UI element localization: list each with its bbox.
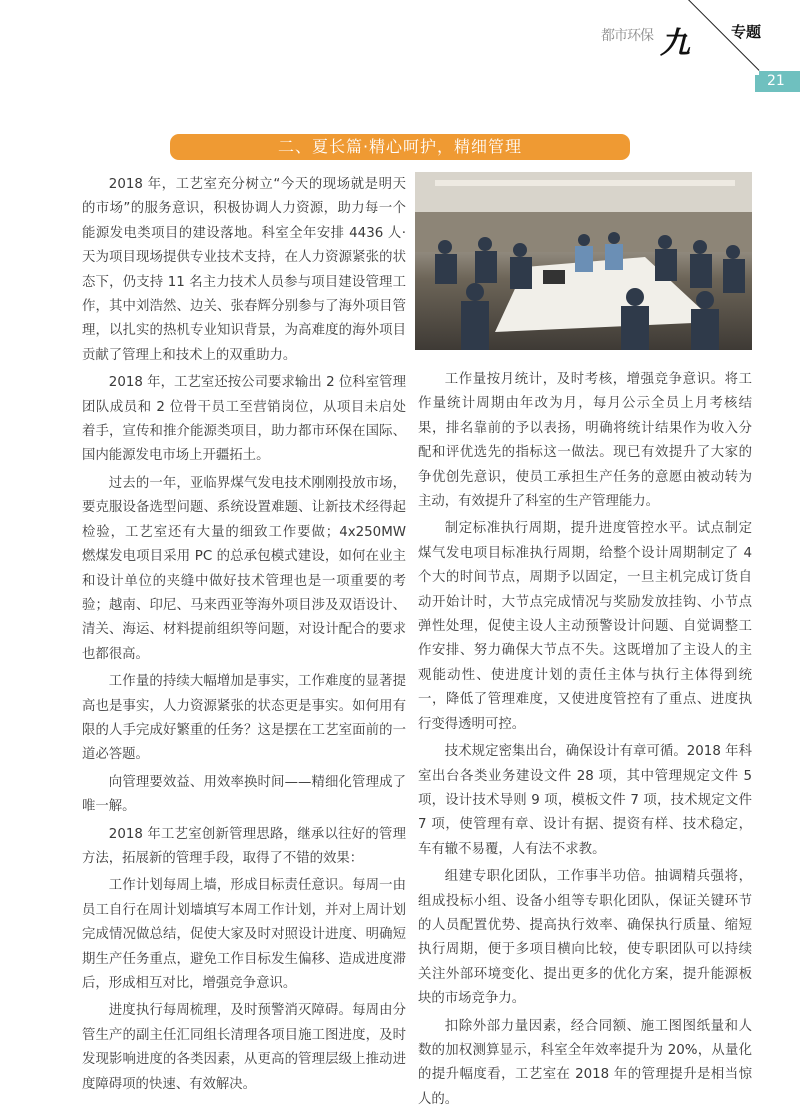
paragraph: 2018 年，工艺室还按公司要求输出 2 位科室管理团队成员和 2 位骨干员工至营销岗位，从项目未启处着手，宣传和推介能源类项目，助力都市环保在国际、国内能源发电市场上开疆拓土。 [82, 375, 406, 464]
paragraph: 向管理要效益、用效率换时间——精细化管理成了唯一解。 [82, 774, 406, 815]
paragraph: 2018 年工艺室创新管理思路，继承以往好的管理方法，拓展新的管理手段，取得了不错的效果： [82, 826, 406, 866]
paragraph: 制定标准执行周期，提升进度管控水平。试点制定煤气发电项目标准执行周期，给整个设计周期制定了 4 个大的时间节点，周期予以固定，一旦主机完成订货自动开始计时，大节点完成情况与奖励发放挂钩、小节点弹性处理，促使主设人主动预警设计问题、自觉调整工作安排、努力确保大节点不失。这既增加了主设人的主观能动性、使进度计划的责任主体与执行主体得到统一，降低了管理难度，又使进度管控有了重点、进度执行变得透明可控。 [418, 521, 752, 732]
magazine-logo-mark: 九 [660, 26, 690, 61]
paragraph: 组建专职化团队，工作事半功倍。抽调精兵强将，组成投标小组、设备小组等专职化团队，保证关键环节的人员配置优势、提高执行效率、确保执行质量、缩短执行周期，便于多项目横向比较，使专职团队可以持续关注外部环境变化、提出更多的优化方案，提升能源板块的市场竞争力。 [418, 869, 752, 1007]
paragraph: 工作计划每周上墙，形成目标责任意识。每周一由员工自行在周计划墙填写本周工作计划，并对上周计划完成情况做总结，促使大家及时对照设计进度、明确短期生产任务重点，避免工作目标发生偏移、造成进度滞后，形成相互对比，增强竞争意识。 [82, 878, 406, 991]
paragraph: 技术规定密集出台，确保设计有章可循。2018 年科室出台各类业务建设文件 28 项，其中管理规定文件 5 项，设计技术导则 9 项，模板文件 7 项，技术规定文件 7 项，使管理有章、设计有据、提资有样、技术稳定，车有辙不易覆，人有法不求教。 [418, 744, 752, 857]
page-number: 21 [755, 71, 800, 92]
paragraph: 2018 年，工艺室充分树立“今天的现场就是明天的市场”的服务意识，积极协调人力资源，助力每一个能源发电类项目的建设落地。科室全年安排 4436 人·天为项目现场提供专业技术支持，在人力资源紧张的状态下，仍支持 11 名主力技术人员参与项目建设管理工作，其中刘浩然、边关、张春辉分别参与了海外项目管理，以扎实的热机专业知识背景，为高难度的海外项目贡献了管理上和技术上的双重助力。 [82, 177, 406, 363]
section-banner: 二、夏长篇·精心呵护，精细管理 [170, 134, 630, 160]
paragraph: 工作量的持续大幅增加是事实，工作难度的显著提高也是事实，人力资源紧张的状态更是事实。如何用有限的人手完成好繁重的任务？这是摆在工艺室面前的一道必答题。 [82, 674, 406, 763]
paragraph: 进度执行每周梳理，及时预警消灭障碍。每周由分管生产的副主任汇同组长清理各项目施工图进度，及时发现影响进度的各类因素，从更高的管理层级上推动进度障碍项的快速、有效解决。 [82, 1003, 406, 1092]
left-column [82, 173, 406, 1100]
section-label: 专题 [731, 23, 762, 41]
paragraph: 过去的一年，亚临界煤气发电技术刚刚投放市场，要克服设备选型问题、系统设置难题、让新技术经得起检验，工艺室还有大量的细致工作要做；4x250MW 燃煤发电项目采用 PC 的总承包模式建设，如何在业主和设计单位的夹缝中做好技术管理也是一项重要的考验；越南、印尼、马来西亚等海外项目涉及双语设计、清关、海运、材料提前组织等问题，对设计配合的要求也都很高。 [82, 475, 406, 662]
paragraph: 扣除外部力量因素，经合同额、施工图图纸量和人数的加权测算显示，科室全年效率提升为 20%，从量化的提升幅度看，工艺室在 2018 年的管理提升是相当惊人的。 [418, 1018, 752, 1107]
meeting-photo-illustration [415, 172, 752, 350]
meeting-photo [415, 172, 752, 350]
paragraph: 工作量按月统计，及时考核，增强竞争意识。将工作量统计周期由年改为月，每月公示全员上月考核结果，排名靠前的予以表扬，明确将统计结果作为收入分配和评优选先的指标这一做法。现已有效提升了大家的争优创先意识，使员工承担生产任务的意愿由被动转为主动，有效提升了科室的生产管理能力。 [418, 372, 752, 510]
right-column [418, 368, 752, 1115]
magazine-logo-text: 都市环保 [601, 28, 653, 44]
